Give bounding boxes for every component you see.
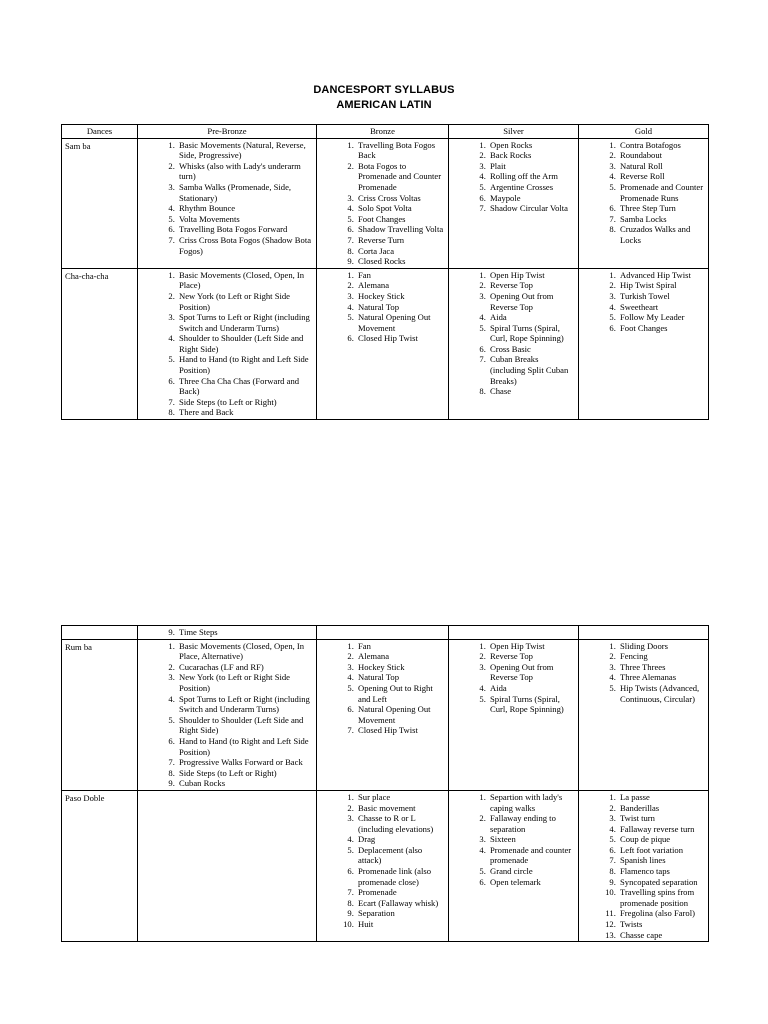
list-item: 9. Syncopated separation [618,877,705,888]
list-item: 6. Promenade link (also promenade close) [356,866,445,887]
list-item: 11. Fregolina (also Farol) [618,908,705,919]
list-item: 3. Turkish Towel [618,291,705,302]
list-item: 2. Alemana [356,280,445,291]
list-item: 12. Twists [618,919,705,930]
list-item: 2. Hip Twist Spiral [618,280,705,291]
step-list [141,270,313,418]
list-item: 7. Spanish lines [618,855,705,866]
list-item: 1. Basic Movements (Closed, Open, In Place) [177,270,313,291]
list-item: 1. Sur place [356,792,445,803]
document-title: DANCESPORT SYLLABUS [313,84,455,96]
continuation-row [62,626,709,640]
silver-cell [449,790,579,941]
list-item: 7. Samba Locks [618,214,705,225]
list-item: 3. Hockey Stick [356,662,445,673]
list-item: 4. Aida [488,683,575,694]
list-item: 2. Bota Fogos to Promenade and Counter Promenade [356,161,445,193]
list-item: 9. Separation [356,908,445,919]
list-item: 9. Closed Rocks [356,256,445,267]
list-item: 4. Three Alemanas [618,672,705,683]
step-list [320,270,445,344]
list-item: 6. Three Step Turn [618,203,705,214]
list-item: 4. Solo Spot Volta [356,203,445,214]
list-item: 5. Spiral Turns (Spiral, Curl, Rope Spinning) [488,323,575,344]
list-item: 6. Open telemark [488,877,575,888]
list-item: 10. Huit [356,919,445,930]
list-item: 1. Fan [356,270,445,281]
bronze-cell [317,268,449,419]
gold-cell [579,790,709,941]
list-item: 10. Travelling spins from promenade position [618,887,705,908]
list-item: 4. Sweetheart [618,302,705,313]
list-item: 6. Three Cha Cha Chas (Forward and Back) [177,376,313,397]
list-item: 4. Promenade and counter promenade [488,845,575,866]
document-subtitle: AMERICAN LATIN [336,99,432,111]
gold-cell [579,268,709,419]
header-bronze: Bronze [317,125,449,139]
list-item: 5. Opening Out to Right and Left [356,683,445,704]
bronze-cell [317,639,449,790]
list-item: 5. Coup de pique [618,834,705,845]
list-item: 4. Natural Top [356,302,445,313]
list-item: 2. Banderillas [618,803,705,814]
list-item: 8. Chase [488,386,575,397]
step-list [582,140,705,246]
list-item: 3. Criss Cross Voltas [356,193,445,204]
list-item: 5. Natural Opening Out Movement [356,312,445,333]
list-item: 3. Twist turn [618,813,705,824]
list-item: 1. Open Hip Twist [488,270,575,281]
table-cell [62,626,138,640]
prebronze-cell [138,790,317,941]
dance-name: Cha-cha-cha [65,270,109,281]
step-list [141,140,313,257]
list-item: 5. Spiral Turns (Spiral, Curl, Rope Spinning) [488,694,575,715]
list-item: 5. Hand to Hand (to Right and Left Side Position) [177,354,313,375]
step-list [141,641,313,789]
table-row [62,268,709,419]
dance-name: Rum ba [65,641,92,652]
list-item: 1. Contra Botafogos [618,140,705,151]
list-item: 3. Samba Walks (Promenade, Side, Stationary) [177,182,313,203]
list-item: 3. Sixteen [488,834,575,845]
list-item: 6. Hand to Hand (to Right and Left Side Position) [177,736,313,757]
list-item: 1. Basic Movements (Closed, Open, In Place, Alternative) [177,641,313,662]
list-item: 2. Reverse Top [488,651,575,662]
header-dances: Dances [62,125,138,139]
bronze-cell [317,138,449,268]
list-item: 5. Promenade and Counter Promenade Runs [618,182,705,203]
list-item: 9. Cuban Rocks [177,778,313,789]
step-list [452,140,575,214]
dance-name-cell [62,138,138,268]
list-item: 6. Travelling Bota Fogos Forward [177,224,313,235]
list-item: 4. Aida [488,312,575,323]
dance-name: Sam ba [65,140,91,151]
dance-name-cell [62,639,138,790]
list-item: 5. Foot Changes [356,214,445,225]
header-pre-bronze: Pre-Bronze [138,125,317,139]
step-list [141,627,313,638]
list-item: 2. Fencing [618,651,705,662]
list-item: 7. Reverse Turn [356,235,445,246]
list-item: 5. Shoulder to Shoulder (Left Side and Right Side) [177,715,313,736]
table-row [62,138,709,268]
list-item: 8. Side Steps (to Left or Right) [177,768,313,779]
list-item: 6. Foot Changes [618,323,705,334]
list-item: 6. Shadow Travelling Volta [356,224,445,235]
list-item: 1. La passe [618,792,705,803]
list-item: 4. Fallaway reverse turn [618,824,705,835]
list-item: 1. Sliding Doors [618,641,705,652]
list-item: 5. Volta Movements [177,214,313,225]
table-cell [449,626,579,640]
list-item: 6. Closed Hip Twist [356,333,445,344]
dance-name-cell [62,268,138,419]
list-item: 1. Open Hip Twist [488,641,575,652]
prebronze-cell [138,268,317,419]
list-item: 3. Plait [488,161,575,172]
list-item: 3. Natural Roll [618,161,705,172]
list-item: 2. Whisks (also with Lady's underarm turn) [177,161,313,182]
silver-cell [449,268,579,419]
dance-name-cell [62,790,138,941]
list-item: 1. Open Rocks [488,140,575,151]
list-item: 2. Cucarachas (LF and RF) [177,662,313,673]
step-list [582,270,705,334]
list-item: 4. Spot Turns to Left or Right (including Switch and Underarm Turns) [177,694,313,715]
table-cell [317,626,449,640]
header-silver: Silver [449,125,579,139]
list-item: 4. Reverse Roll [618,171,705,182]
step-list [582,641,705,705]
list-item: 1. Separtion with lady's caping walks [488,792,575,813]
list-item: 2. New York (to Left or Right Side Position) [177,291,313,312]
list-item: 8. Flamenco taps [618,866,705,877]
header-gold: Gold [579,125,709,139]
list-item: 3. Spot Turns to Left or Right (including Switch and Underarm Turns) [177,312,313,333]
list-item: 6. Natural Opening Out Movement [356,704,445,725]
silver-cell [449,639,579,790]
list-item: 3. Opening Out from Reverse Top [488,662,575,683]
step-list [320,792,445,930]
step-list [320,140,445,267]
list-item: 4. Natural Top [356,672,445,683]
list-item: 8. There and Back [177,407,313,418]
list-item: 6. Cross Basic [488,344,575,355]
list-item: 7. Side Steps (to Left or Right) [177,397,313,408]
list-item: 4. Drag [356,834,445,845]
list-item: 7. Cuban Breaks (including Split Cuban Breaks) [488,354,575,386]
list-item: 5. Grand circle [488,866,575,877]
list-item: 4. Shoulder to Shoulder (Left Side and Right Side) [177,333,313,354]
step-list [582,792,705,940]
gold-cell [579,639,709,790]
list-item: 6. Maypole [488,193,575,204]
prebronze-cell [138,639,317,790]
gold-cell [579,138,709,268]
list-item: 7. Progressive Walks Forward or Back [177,757,313,768]
list-item: 7. Promenade [356,887,445,898]
list-item: 2. Reverse Top [488,280,575,291]
syllabus-table-page-section-1 [61,124,709,420]
prebronze-cell [138,138,317,268]
dance-name: Paso Doble [65,792,105,803]
list-item: 3. Chasse to R or L (including elevations) [356,813,445,834]
list-item: 4. Rhythm Bounce [177,203,313,214]
table-row [62,639,709,790]
list-item: 2. Alemana [356,651,445,662]
list-item: 5. Hip Twists (Advanced, Continuous, Circular) [618,683,705,704]
list-item: 3. Three Threes [618,662,705,673]
list-item: 2. Basic movement [356,803,445,814]
list-item: 7. Criss Cross Bota Fogos (Shadow Bota Fogos) [177,235,313,256]
step-list [320,641,445,736]
table-row [62,790,709,941]
list-item: 1. Basic Movements (Natural, Reverse, Side, Progressive) [177,140,313,161]
table-header-row [62,125,709,139]
table-cell [579,626,709,640]
list-item: 8. Ecart (Fallaway whisk) [356,898,445,909]
list-item: 9. Time Steps [177,627,313,638]
step-list [452,641,575,715]
list-item: 2. Back Rocks [488,150,575,161]
bronze-cell [317,790,449,941]
list-item: 3. Opening Out from Reverse Top [488,291,575,312]
list-item: 13. Chasse cape [618,930,705,941]
list-item: 2. Roundabout [618,150,705,161]
list-item: 7. Shadow Circular Volta [488,203,575,214]
list-item: 8. Corta Jaca [356,246,445,257]
list-item: 3. Hockey Stick [356,291,445,302]
list-item: 2. Fallaway ending to separation [488,813,575,834]
step-list [452,270,575,397]
list-item: 4. Rolling off the Arm [488,171,575,182]
list-item: 3. New York (to Left or Right Side Position) [177,672,313,693]
list-item: 1. Travelling Bota Fogos Back [356,140,445,161]
list-item: 5. Deplacement (also attack) [356,845,445,866]
list-item: 5. Follow My Leader [618,312,705,323]
table-cell [138,626,317,640]
list-item: 8. Cruzados Walks and Locks [618,224,705,245]
list-item: 1. Fan [356,641,445,652]
list-item: 1. Advanced Hip Twist [618,270,705,281]
list-item: 7. Closed Hip Twist [356,725,445,736]
list-item: 5. Argentine Crosses [488,182,575,193]
list-item: 6. Left foot variation [618,845,705,856]
step-list [452,792,575,887]
silver-cell [449,138,579,268]
syllabus-table-page-section-2 [61,625,709,942]
